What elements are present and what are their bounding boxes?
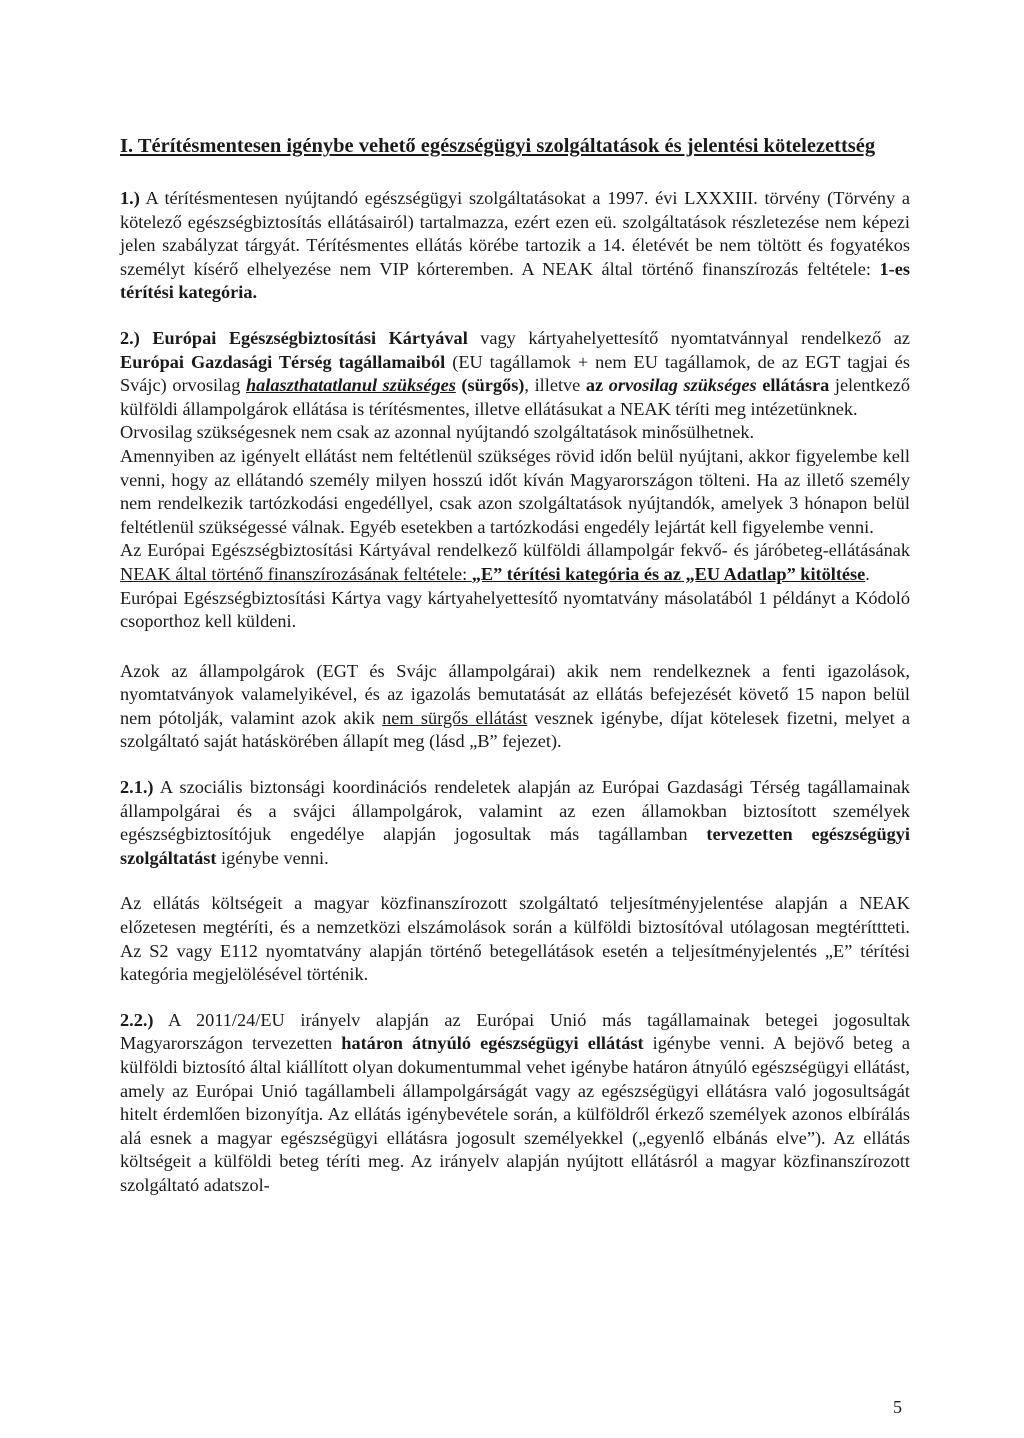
page-content (120, 134, 910, 1198)
paragraph-5: Az Európai Egészségbiztosítási Kártyával rendelkező külföldi állampolgár fekvő- és járóbeteg-ellátásának NEAK által történő finanszírozásának feltétele: „E” térítési kategória és az „EU Adatlap” kitöltése. (120, 540, 910, 584)
paragraph-10: 2.2.) A 2011/24/EU irányelv alapján az Európai Unió más tagállamainak betegei jogosultak Magyarországon tervezetten határon átnyúló egészségügyi ellátást igénybe venni. A bejövő beteg a külföldi biztosító által kiállított olyan dokumentummal vehet igénybe határon átnyúló egészségügyi ellátást, amely az Európai Unió tagállambeli állampolgárságát vagy az egészségügyi ellátásra való jogosultságát hitelt érdemlően bizonyítja. Az ellátás igénybevétele során, a külföldről érkező személyek azonos elbírálás alá esnek a magyar egészségügyi ellátásra jogosult személyekkel („egyenlő elbánás elve”). Az ellátás költségeit a külföldi beteg téríti meg. Az irányelv alapján nyújtott ellátásról a magyar közfinanszírozott szolgáltató adatszol- (120, 1009, 910, 1195)
paragraph-8-number: 2.1.) (120, 777, 154, 798)
paragraph-10-number: 2.2.) (120, 1009, 154, 1030)
paragraph-4: Amennyiben az igényelt ellátást nem feltétlenül szükséges rövid időn belül nyújtani, akkor figyelembe kell venni, hogy az ellátandó személy milyen hosszú időt kíván Magyarországon tölteni. Ha az illető személy nem rendelkezik tartózkodási engedéllyel, csak azon szolgáltatások nyújtandók, amelyek 3 hónapon belül feltétlenül szükségessé válnak. Egyéb esetekben a tartózkodási engedély lejártát kell figyelembe venni. (120, 445, 910, 537)
paragraph-9: Az ellátás költségeit a magyar közfinanszírozott szolgáltató teljesítményjelentése alapján a NEAK előzetesen megtéríti, és a nemzetközi elszámolások során a külföldi biztosítóval utólagosan megtéríttteti. Az S2 vagy E112 nyomtatvány alapján történő betegellátások esetén a teljesítményjelentés „E” térítési kategória megjelölésével történik. (120, 893, 910, 985)
paragraph-3: Orvosilag szükségesnek nem csak az azonnal nyújtandó szolgáltatások minősülhetnek. (120, 422, 755, 443)
paragraph-2-number: 2.) (120, 327, 140, 348)
section-heading: I. Térítésmentesen igénybe vehető egészségügyi szolgáltatások és jelentési kötelezettség (120, 135, 876, 157)
paragraph-7: Azok az állampolgárok (EGT és Svájc állampolgárai) akik nem rendelkeznek a fenti igazolások, nyomtatványok valamelyikével, és az igazolás bemutatását az ellátás befejezését követő 15 napon belül nem pótolják, valamint azok akik nem sürgős ellátást vesznek igénybe, díjat kötelesek fizetni, melyet a szolgáltató saját hatáskörében állapít meg (lásd „B” fejezet). (120, 660, 911, 752)
paragraph-2: 2.) Európai Egészségbiztosítási Kártyával vagy kártyahelyettesítő nyomtatvánnyal rendelkező az Európai Gazdasági Térség tagállamaiból (EU tagállamok + nem EU tagállamok, de az EGT tagjai és Svájc) orvosilag halaszthatatlanul szükséges (sürgős), illetve az orvosilag szükséges ellátásra jelentkező külföldi állampolgárok ellátása is térítésmentes, illetve ellátásukat a NEAK téríti meg intézetünknek. (120, 327, 911, 419)
paragraph-1-number: 1.) (120, 188, 140, 208)
paragraph-1: 1.) A térítésmentesen nyújtandó egészségügyi szolgáltatásokat a 1997. évi LXXXIII. törvény (Törvény a kötelező egészségbiztosítás ellátásairól) tartalmazza, ezért ezen eü. szolgáltatások részletezése nem képezi jelen szabályzat tárgyát. Térítésmentes ellátás körébe tartozik a 14. életévét be nem töltött és fogyatékos személyt kísérő elhelyezése nem VIP kórteremben. A NEAK által történő finanszírozás feltétele: 1-es térítési kategória. (120, 188, 910, 303)
paragraph-8: 2.1.) A szociális biztonsági koordinációs rendeletek alapján az Európai Gazdasági Térség tagállamainak állampolgárai és a svájci állampolgárok, valamint az ezen államokban biztosított személyek egészségbiztosítójuk engedélye alapján jogosultak más tagállamban tervezetten egészségügyi szolgáltatást igénybe venni. (120, 777, 910, 868)
page-number: 5 (893, 1397, 902, 1417)
paragraph-6: Európai Egészségbiztosítási Kártya vagy kártyahelyettesítő nyomtatvány másolatából 1 példányt a Kódoló csoporthoz kell küldeni. (120, 587, 910, 632)
